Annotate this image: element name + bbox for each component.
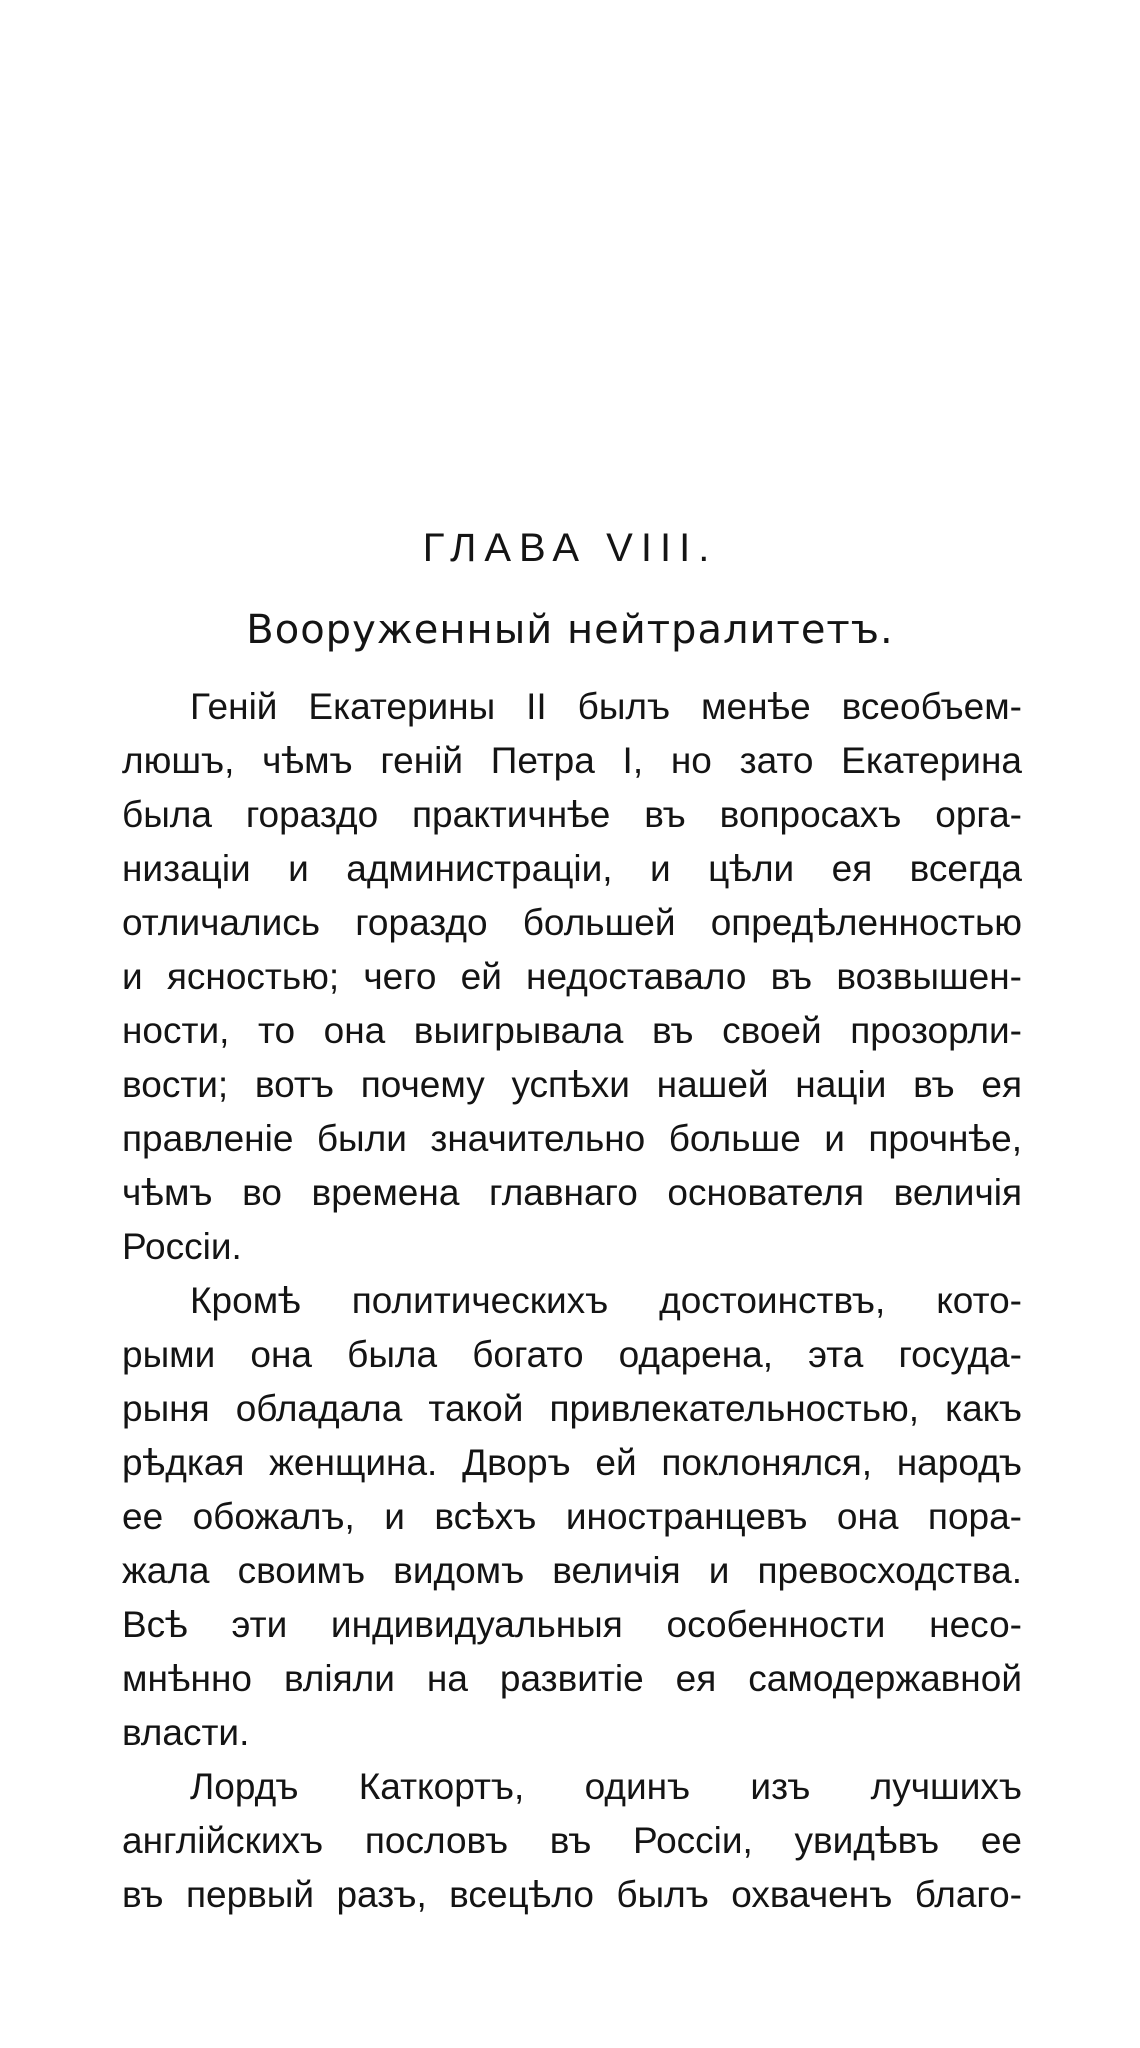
text-line: власти. — [122, 1712, 250, 1753]
paragraph-2 — [122, 1274, 1022, 1760]
text-line: Всѣ эти индивидуальныя особенности несо- — [122, 1604, 1022, 1645]
chapter-heading: ГЛАВА VIII. — [422, 526, 718, 570]
text-line: жала своимъ видомъ величiя и превосходства. — [122, 1550, 1022, 1591]
text-line: была гораздо практичнѣе въ вопросахъ орга- — [122, 794, 1022, 835]
text-line: рѣдкая женщина. Дворъ ей поклонялся, народъ — [122, 1442, 1022, 1483]
text-line: Кромѣ политическихъ достоинствъ, кото- — [190, 1280, 1022, 1321]
text-line: правленiе были значительно больше и прочнѣе, — [122, 1118, 1022, 1159]
text-line: въ первый разъ, всецѣло былъ охваченъ благо- — [122, 1874, 1022, 1915]
text-line: люшъ, чѣмъ генiй Петра I, но зато Екатерина — [122, 740, 1022, 781]
chapter-title: Вооруженный нейтралитетъ. — [246, 607, 894, 653]
text-line: отличались гораздо большей опредѣленностью — [122, 902, 1022, 943]
text-line: низацiи и администрацiи, и цѣли ея всегда — [122, 848, 1022, 889]
text-line: Россiи. — [122, 1226, 242, 1267]
paragraph-3 — [122, 1760, 1022, 1922]
text-line: рыми она была богато одарена, эта госуда- — [122, 1334, 1022, 1375]
body-text — [122, 680, 1022, 1922]
text-line: и ясностью; чего ей недоставало въ возвышен- — [122, 956, 1022, 997]
text-line: Лордъ Каткортъ, одинъ изъ лучшихъ — [190, 1766, 1022, 1807]
text-line: ее обожалъ, и всѣхъ иностранцевъ она пора- — [122, 1496, 1022, 1537]
text-line: рыня обладала такой привлекательностью, какъ — [122, 1388, 1022, 1429]
text-line: англiйскихъ пословъ въ Россiи, увидѣвъ ее — [122, 1820, 1022, 1861]
text-line: мнѣнно влiяли на развитiе ея самодержавной — [122, 1658, 1022, 1699]
text-line: чѣмъ во времена главнаго основателя величiя — [122, 1172, 1022, 1213]
paragraph-1 — [122, 680, 1022, 1274]
text-line: Генiй Екатерины II былъ менѣе всеобъем- — [190, 686, 1022, 727]
text-line: вости; вотъ почему успѣхи нашей нацiи въ ея — [122, 1064, 1022, 1105]
text-line: ности, то она выигрывала въ своей прозорли- — [122, 1010, 1022, 1051]
